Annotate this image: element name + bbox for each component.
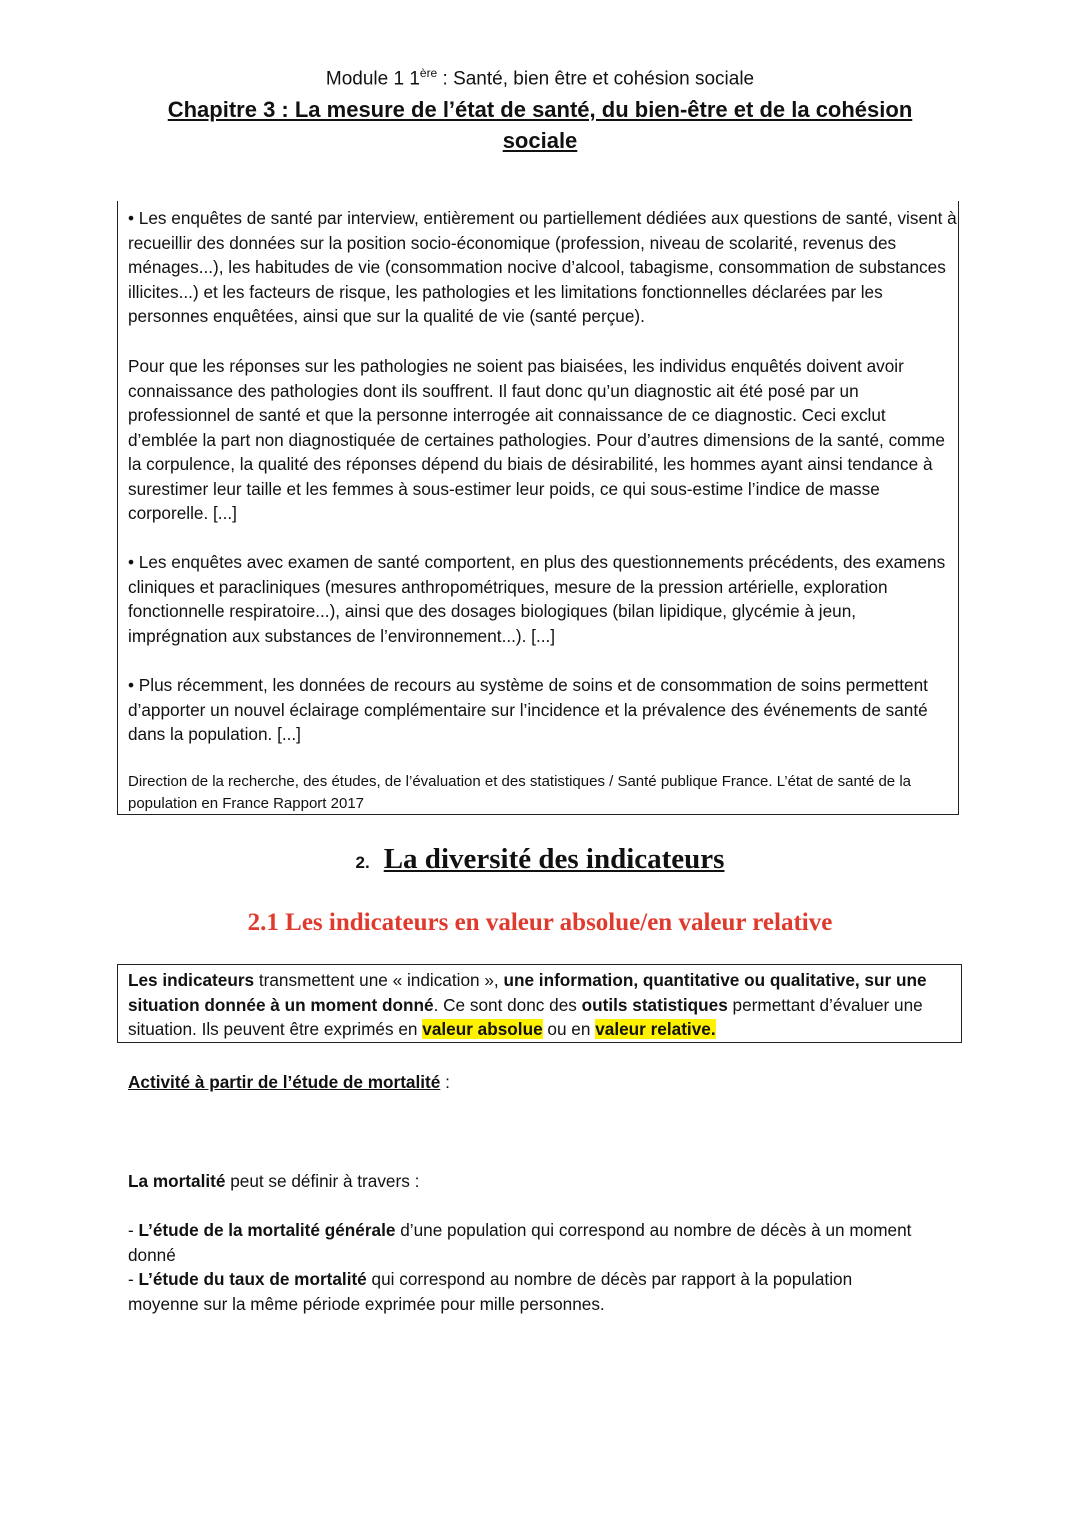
- excerpt-paragraph-bias: Pour que les réponses sur les pathologies ne soient pas biaisées, les individus enquêtés doivent avoir connaissance des pathologies dont ils souffrent. Il faut donc qu’un diagnostic ait été posé par un professionnel de santé et que la personne interrogée ait connaissance de ce diagnostic. Ceci exclut d’emblée la part non diagnostiquée de certaines pathologies. Pour d’autres dimensions de la santé, comme la corpulence, la qualité des réponses dépend du biais de désirabilité, les hommes ayant ainsi tendance à surestimer leur taille et les femmes à sous-estimer leur poids, ce qui sous-estime l’indice de masse corporelle. [...]: [128, 356, 945, 523]
- definition-text-part: ou en: [542, 1019, 596, 1039]
- chapter-title-line2: sociale: [502, 128, 578, 153]
- section-number: 2.: [355, 853, 370, 872]
- subsection-heading: 2.1 Les indicateurs en valeur absolue/en valeur relative: [247, 909, 833, 936]
- module-theme: : Santé, bien être et cohésion sociale: [437, 68, 755, 90]
- mortality-intro-text: peut se définir à travers :: [225, 1171, 420, 1191]
- mortality-item-text: qui correspond au nombre de décès par rapport à la population moyenne sur la même période exprimée pour mille personnes.: [128, 1269, 853, 1314]
- excerpt-source: Direction de la recherche, des études, de l’évaluation et des statistiques / Santé publique France. L’état de santé de la population en France Rapport 2017: [128, 773, 911, 812]
- activity-suffix: :: [440, 1072, 450, 1092]
- module-header: [0, 66, 1080, 90]
- section-title: La diversité des indicateurs: [383, 843, 725, 875]
- definition-bold-part: outils statistiques: [581, 994, 728, 1015]
- chapter-title-line1: Chapitre 3 : La mesure de l’état de santé, du bien-être et de la cohésion: [167, 97, 913, 122]
- excerpt-paragraph-exam: • Les enquêtes avec examen de santé comportent, en plus des questionnements précédents, des examens cliniques et paracliniques (mesures anthropométriques, mesure de la pression artérielle, exploration fonctionnelle respiratoire...), ainsi que des dosages biologiques (bilan lipidique, glycémie à jeun, imprégnation aux substances de l’environnement...). [...]: [128, 552, 946, 646]
- chapter-title: [160, 94, 920, 156]
- excerpt-paragraph-interview: • Les enquêtes de santé par interview, entièrement ou partiellement dédiées aux questions de santé, visent à recueillir des données sur la position socio-économique (profession, niveau de scolarité, revenus des ménages...), les habitudes de vie (consommation nocive d’alcool, tabagisme, consommation de substances illicites...) et les facteurs de risque, les pathologies et les limitations fonctionnelles déclarées par les personnes enquêtées, ainsi que sur la qualité de vie (santé perçue).: [128, 208, 957, 326]
- highlight-relative-value: valeur relative.: [595, 1019, 716, 1039]
- highlight-absolute-value: valeur absolue: [422, 1019, 543, 1039]
- section-heading: [0, 843, 1080, 876]
- excerpt-paragraph-care-data: • Plus récemment, les données de recours au système de soins et de consommation de soins permettent d’apporter un nouvel éclairage complémentaire sur l’incidence et la prévalence des événements de santé dans la population. [...]: [128, 675, 928, 744]
- definition-text-part: transmettent une « indication »,: [254, 970, 504, 990]
- module-superscript: ère: [419, 66, 438, 80]
- activity-heading: [128, 1070, 450, 1094]
- mortality-item-general: [128, 1218, 918, 1267]
- mortality-item-term: L’étude de la mortalité générale: [138, 1220, 396, 1240]
- module-label: Module 1 1: [325, 68, 420, 90]
- mortality-item-term: L’étude du taux de mortalité: [138, 1269, 367, 1289]
- mortality-term: La mortalité: [128, 1171, 226, 1191]
- activity-label: Activité à partir de l’étude de mortalité: [128, 1072, 441, 1092]
- definition-text-part: permettant d’évaluer une situation. Ils peuvent être exprimés en: [128, 994, 923, 1039]
- definition-text-part: . Ce sont donc des: [433, 994, 582, 1015]
- definition-bold-part: une information, quantitative ou qualitative, sur une situation donnée à un moment donné: [128, 970, 927, 1015]
- mortality-intro: [128, 1169, 958, 1194]
- mortality-item-text: d’une population qui correspond au nombre de décès à un moment donné: [128, 1220, 912, 1265]
- definition-text: [128, 968, 938, 1042]
- mortality-item-rate: [128, 1267, 918, 1316]
- definition-term: Les indicateurs: [128, 970, 255, 990]
- list-dash: -: [128, 1220, 139, 1240]
- list-dash: -: [128, 1269, 139, 1289]
